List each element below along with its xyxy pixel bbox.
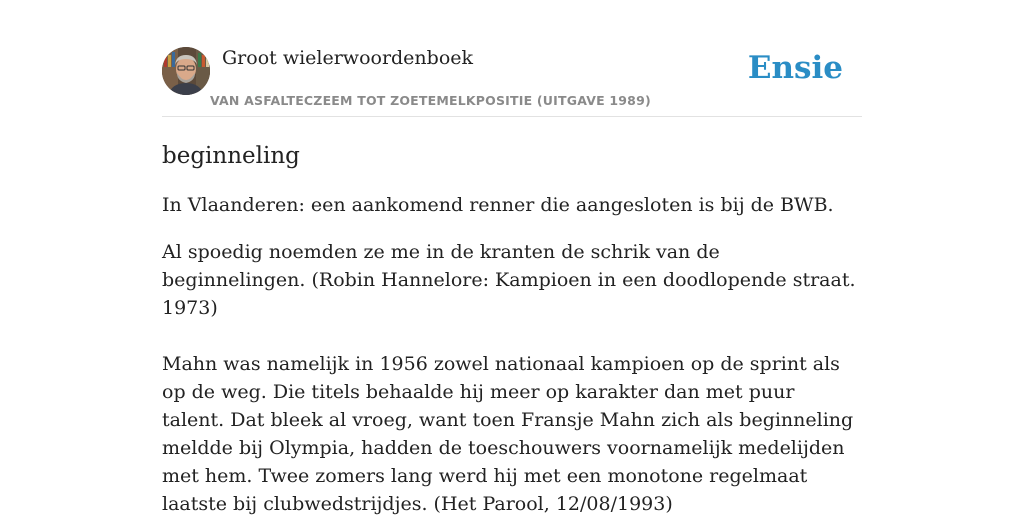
dictionary-header (162, 46, 862, 117)
ensie-logo[interactable]: Ensie (747, 50, 843, 86)
entry-headword: beginneling (162, 143, 300, 169)
author-avatar[interactable] (162, 47, 210, 95)
author-portrait-icon (162, 47, 210, 95)
entry-definition: In Vlaanderen: een aankomend renner die aangesloten is bij de BWB. (162, 194, 834, 216)
entry-example-1: Al spoedig noemden ze me in de kranten de schrik van de beginnelingen. (Robin Hannelore: Kampioen in een doodlopende straat. 1973) (162, 241, 856, 319)
page-container (162, 46, 862, 518)
dictionary-title[interactable]: Groot wielerwoordenboek (222, 47, 474, 69)
dictionary-subtitle: VAN ASFALTECZEEM TOT ZOETEMELKPOSITIE (UITGAVE 1989) (210, 93, 651, 108)
entry-example-2: Mahn was namelijk in 1956 zowel nationaal kampioen op de sprint als op de weg. Die titels behaalde hij meer op karakter dan met puur talent. Dat bleek al vroeg, want toen Fransje Mahn zich als beginneling meldde bij Olympia, hadden de toeschouwers voornamelijk medelijden met hem. Twee zomers lang werd hij met een monotone regelmaat laatste bij clubwedstrijdjes. (Het Parool, 12/08/1993) (162, 353, 854, 515)
